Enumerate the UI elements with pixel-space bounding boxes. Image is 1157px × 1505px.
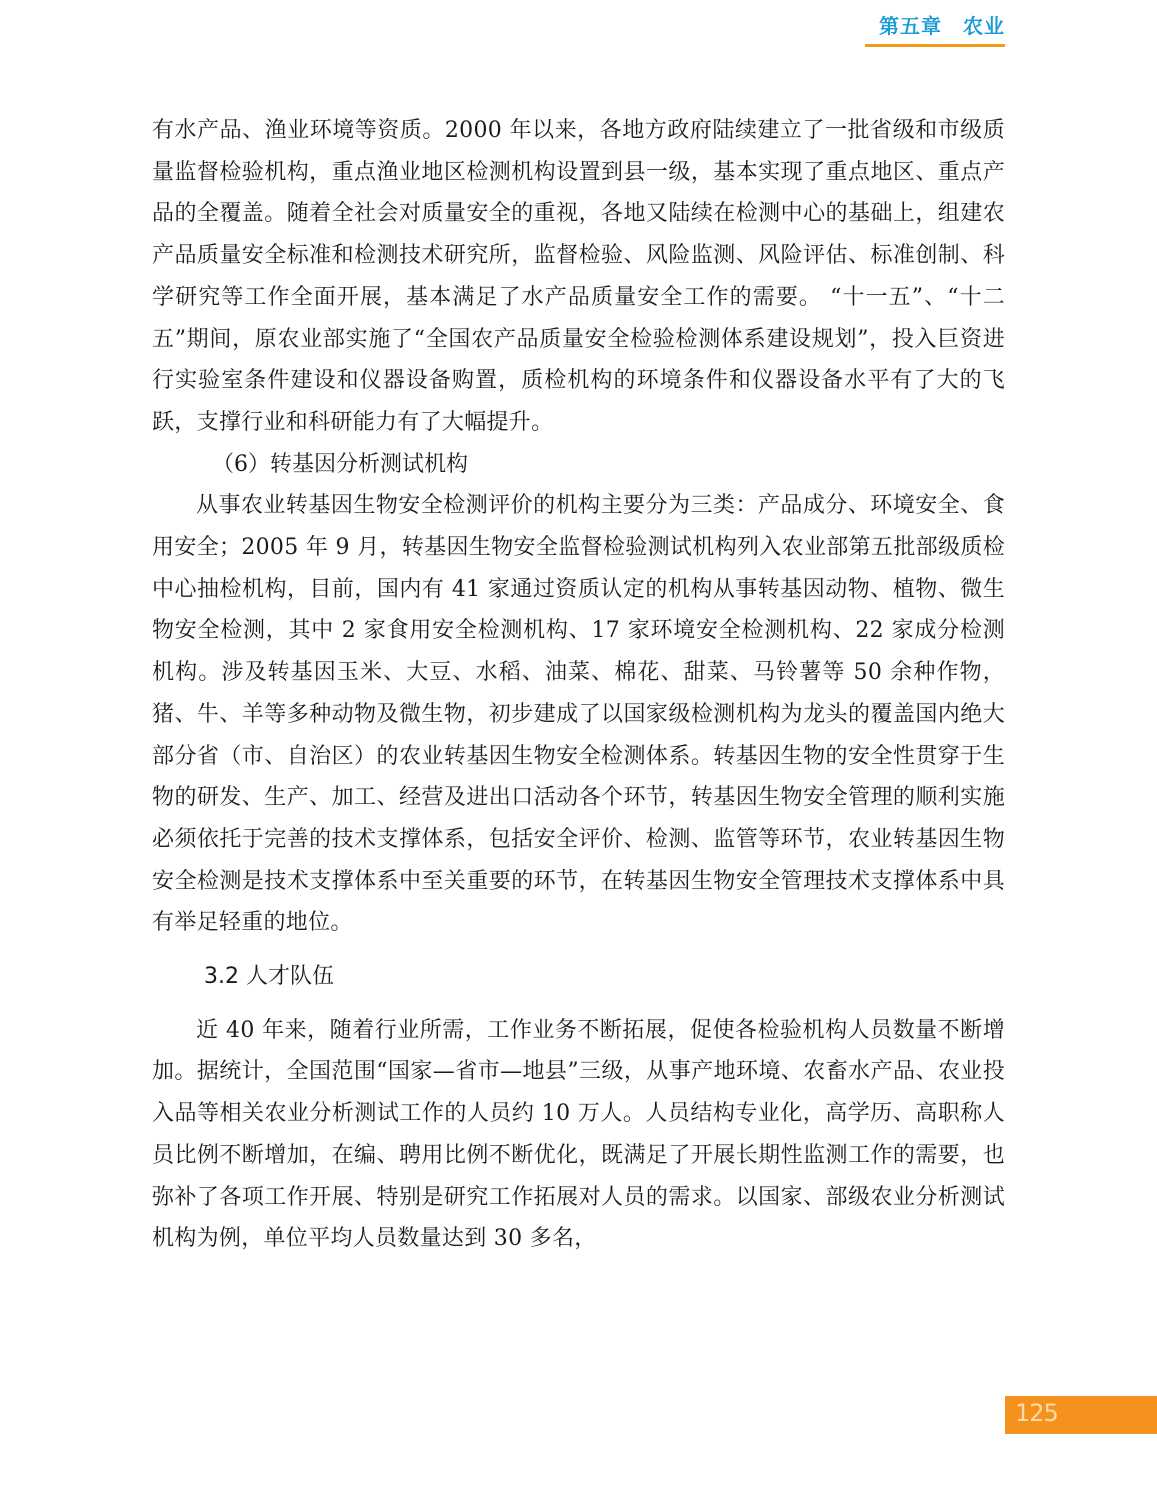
header-underline <box>865 44 1005 47</box>
running-header <box>879 10 1005 39</box>
page-number-badge <box>1005 1396 1157 1434</box>
subheading-gmo-testing: （6）转基因分析测试机构 <box>212 451 468 477</box>
paragraph-gmo: 从事农业转基因生物安全检测评价的机构主要分为三类：产品成分、环境安全、食用安全；2005 年 9 月，转基因生物安全监督检验测试机构列入农业部第五批部级质检中心抽检机构，目前，国内有 41 家通过资质认定的机构从事转基因动物、植物、微生物安全检测，其中 2 家食用安全检测机构、17 家环境安全检测机构、22 家成分检测机构。涉及转基因玉米、大豆、水稻、油菜、棉花、甜菜、马铃薯等 50 余种作物，猪、牛、羊等多种动物及微生物，初步建成了以国家级检测机构为龙头的覆盖国内绝大部分省（市、自治区）的农业转基因生物安全检测体系。转基因生物的安全性贯穿于生物的研发、生产、加工、经营及进出口活动各个环节，转基因生物安全管理的顺利实施必须依托于完善的技术支撑体系，包括安全评价、检测、监管等环节，农业转基因生物安全检测是技术支撑体系中至关重要的环节，在转基因生物安全管理技术支撑体系中具有举足轻重的地位。 <box>152 493 1005 936</box>
page-number: 125 <box>1015 1399 1058 1427</box>
paragraph-talent: 近 40 年来，随着行业所需，工作业务不断拓展，促使各检验机构人员数量不断增加。据统计，全国范围“国家—省市—地县”三级，从事产地环境、农畜水产品、农业投入品等相关农业分析测试工作的人员约 10 万人。人员结构专业化，高学历、高职称人员比例不断增加，在编、聘用比例不断优化，既满足了开展长期性监测工作的需要，也弥补了各项工作开展、特别是研究工作拓展对人员的需求。以国家、部级农业分析测试机构为例，单位平均人员数量达到 30 多名， <box>152 1017 1005 1252</box>
page-body <box>152 110 1005 1260</box>
paragraph-continued: 有水产品、渔业环境等资质。2000 年以来，各地方政府陆续建立了一批省级和市级质量监督检验机构，重点渔业地区检测机构设置到县一级，基本实现了重点地区、重点产品的全覆盖。随着全社会对质量安全的重视，各地又陆续在检测中心的基础上，组建农产品质量安全标准和检测技术研究所，监督检验、风险监测、风险评估、标准创制、科学研究等工作全面开展，基本满足了水产品质量安全工作的需要。 “十一五”、“十二五”期间，原农业部实施了“全国农产品质量安全检验检测体系建设规划”，投入巨资进行实验室条件建设和仪器设备购置，质检机构的环境条件和仪器设备水平有了大的飞跃，支撑行业和科研能力有了大幅提升。 <box>152 118 1005 435</box>
section-heading-talent: 3.2 人才队伍 <box>204 964 334 990</box>
chapter-title: 第五章 农业 <box>879 14 1005 38</box>
